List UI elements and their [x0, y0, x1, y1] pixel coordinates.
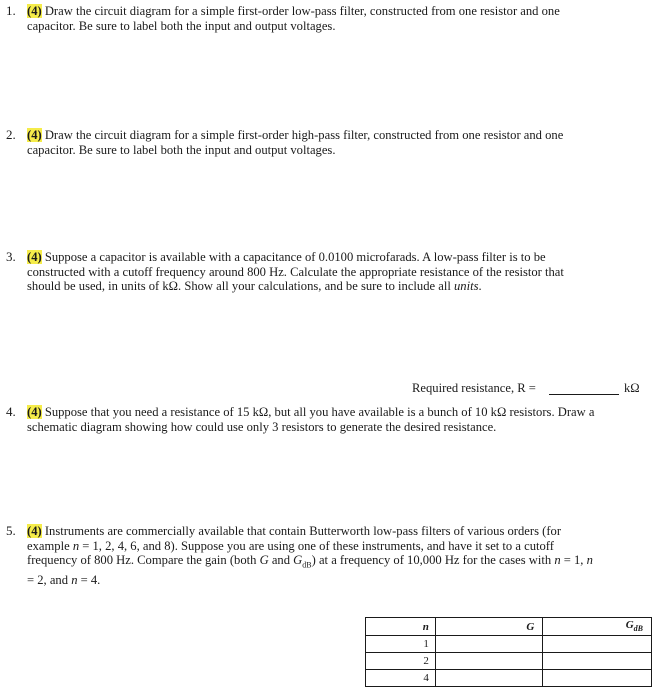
text-line: constructed with a cutoff frequency around 800 Hz. Calculate the appropriate resistance of the resistor that: [27, 264, 564, 279]
text-line: = 2, and n = 4.: [27, 573, 101, 588]
question-text: [27, 524, 593, 588]
cell-gdb[interactable]: [543, 653, 652, 670]
text-line: Suppose that you need a resistance of 15 kΩ, but all you have available is a bunch of 10 kΩ resistors. Draw a: [41, 405, 595, 419]
question-number: 1.: [6, 3, 16, 18]
text-line: frequency of 800 Hz. Compare the gain (both G and $G_{dB}$) at a frequency of 10,000 Hz for the cases with n = 1, n: [27, 553, 593, 570]
question-number: 3.: [6, 249, 16, 264]
question-text: [27, 250, 564, 294]
table-row: [366, 653, 652, 670]
points-badge: (4): [27, 524, 42, 538]
required-resistance-label: Required resistance, R =: [412, 381, 536, 395]
question-number: 4.: [6, 404, 16, 419]
header-n: n: [366, 618, 436, 636]
text-tail: .: [478, 279, 482, 293]
text-line: example n = 1, 2, 4, 6, and 8). Suppose you are using one of these instruments, and have it set to a cutoff: [27, 538, 554, 553]
text-line: Instruments are commercially available that contain Butterworth low-pass filters of various orders (for: [41, 524, 562, 538]
question-number: 2.: [6, 127, 16, 142]
question-text: [27, 128, 563, 157]
table-header-row: [366, 618, 652, 636]
units-emphasis: units: [453, 279, 479, 293]
cell-g[interactable]: [435, 670, 543, 687]
question-text: [27, 4, 560, 33]
cell-n: 1: [366, 636, 436, 653]
text-line: schematic diagram showing how could use only 3 resistors to generate the desired resistance.: [27, 419, 497, 434]
text-line: Suppose a capacitor is available with a capacitance of 0.0100 microfarads. A low-pass filter is to be: [41, 250, 546, 264]
points-badge: (4): [27, 250, 42, 264]
header-g: G: [435, 618, 543, 636]
answer-blank[interactable]: [549, 394, 619, 395]
points-badge: (4): [27, 405, 42, 419]
cell-gdb[interactable]: [543, 636, 652, 653]
points-badge: (4): [27, 128, 42, 142]
required-resistance-unit: kΩ: [624, 381, 640, 395]
cell-n: 2: [366, 653, 436, 670]
text-line: should be used, in units of kΩ. Show all your calculations, and be sure to include all: [27, 279, 454, 293]
text-line: Draw the circuit diagram for a simple first-order high-pass filter, constructed from one resistor and one: [41, 128, 564, 142]
table-row: [366, 670, 652, 687]
cell-g[interactable]: [435, 653, 543, 670]
table-row: [366, 636, 652, 653]
cell-g[interactable]: [435, 636, 543, 653]
required-resistance: [400, 381, 650, 395]
cell-n: 4: [366, 670, 436, 687]
question-text: [27, 405, 594, 434]
text-line: Draw the circuit diagram for a simple first-order low-pass filter, constructed from one resistor and one: [41, 4, 560, 18]
text-line: capacitor. Be sure to label both the input and output voltages.: [27, 18, 336, 33]
cell-gdb[interactable]: [543, 670, 652, 687]
text-line: capacitor. Be sure to label both the input and output voltages.: [27, 142, 336, 157]
gain-table: [365, 617, 652, 687]
question-number: 5.: [6, 523, 16, 538]
header-gdb: $G_{dB}$: [543, 618, 652, 636]
points-badge: (4): [27, 4, 42, 18]
